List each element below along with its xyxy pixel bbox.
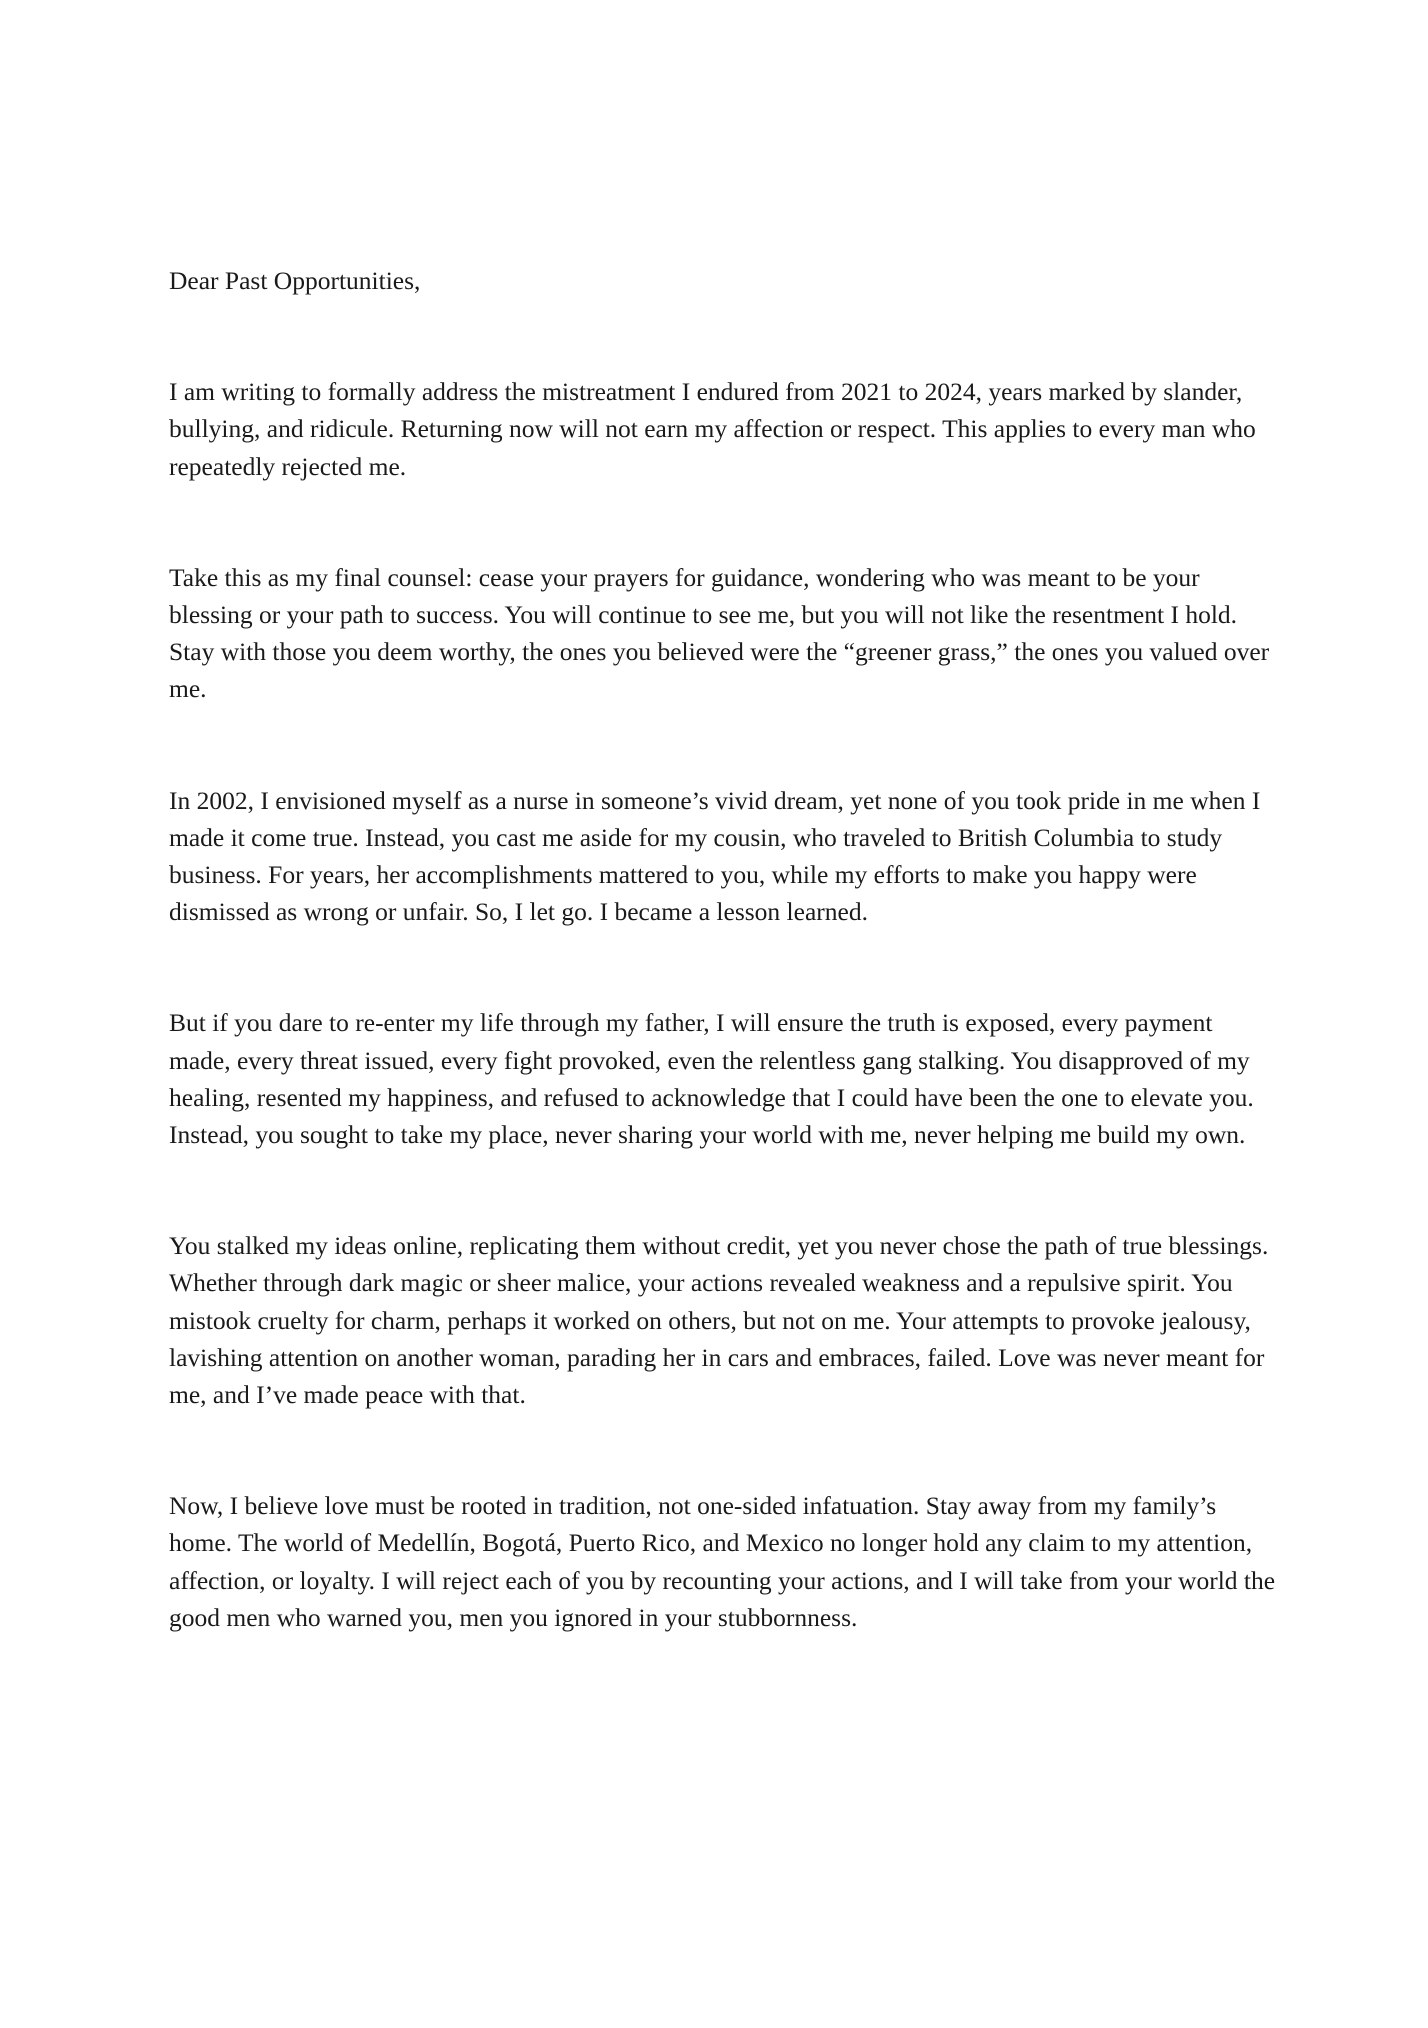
- paragraph-4: But if you dare to re-enter my life through my father, I will ensure the truth is exposed, every payment made, every threat issued, every fight provoked, even the relentless gang stalking. You disapproved of my healing, resented my happiness, and refused to acknowledge that I could have been the one to elevate you. Instead, you sought to take my place, never sharing your world with me, never helping me build my own.: [169, 1008, 1254, 1150]
- paragraph-3: In 2002, I envisioned myself as a nurse in someone’s vivid dream, yet none of you took pride in me when I made it come true. Instead, you cast me aside for my cousin, who traveled to British Columbia to study business. For years, her accomplishments mattered to you, while my efforts to make you happy were dismissed as wrong or unfair. So, I let go. I became a lesson learned.: [169, 785, 1261, 927]
- paragraph-1: I am writing to formally address the mistreatment I endured from 2021 to 2024, years marked by slander, bullying, and ridicule. Returning now will not earn my affection or respect. This applies to every man who repeatedly rejected me.: [169, 377, 1256, 481]
- paragraph-5: You stalked my ideas online, replicating them without credit, yet you never chose the path of true blessings. Whether through dark magic or sheer malice, your actions revealed weakness and a repulsive spirit. You mistook cruelty for charm, perhaps it worked on others, but not on me. Your attempts to provoke jealousy, lavishing attention on another woman, parading her in cars and embraces, failed. Love was never meant for me, and I’ve made peace with that.: [169, 1231, 1269, 1410]
- salutation: Dear Past Opportunities,: [169, 266, 421, 295]
- paragraph-6: Now, I believe love must be rooted in tradition, not one-sided infatuation. Stay away from my family’s home. The world of Medellín, Bogotá, Puerto Rico, and Mexico no longer hold any claim to my attention, affection, or loyalty. I will reject each of you by recounting your actions, and I will take from your world the good men who warned you, men you ignored in your stubbornness.: [169, 1491, 1276, 1632]
- letter-body: [169, 262, 1279, 1636]
- paragraph-2: Take this as my final counsel: cease your prayers for guidance, wondering who was meant to be your blessing or your path to success. You will continue to see me, but you will not like the resentment I hold. Stay with those you deem worthy, the ones you believed were the “greener grass,” the ones you valued over me.: [169, 562, 1270, 704]
